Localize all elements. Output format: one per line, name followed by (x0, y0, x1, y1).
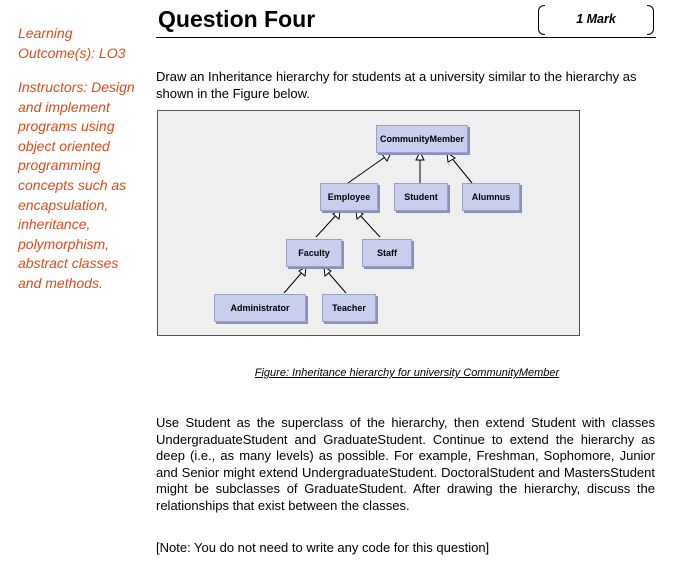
mark-badge (538, 5, 654, 35)
node-community-member: CommunityMember (376, 125, 468, 153)
question-title: Question Four (158, 6, 316, 32)
arrow-teacher-line (326, 270, 346, 293)
mark-label: 1 Mark (576, 12, 616, 26)
node-employee: Employee (320, 183, 378, 211)
right-brace-icon (647, 5, 654, 35)
arrow-lines (284, 155, 472, 293)
node-staff: Staff (362, 239, 412, 267)
figure-caption: Figure: Inheritance hierarchy for university CommunityMember (254, 367, 560, 379)
learning-outcome: Learning Outcome(s): LO3 (18, 25, 126, 61)
node-alumnus: Alumnus (462, 183, 520, 211)
node-teacher: Teacher (322, 294, 376, 322)
arrow-alumnus-line (450, 156, 472, 183)
question-note: [Note: You do not need to write any code for this question] (156, 540, 490, 555)
node-student: Student (394, 183, 448, 211)
instructors-note: Instructors: Design and implement programs using object oriented programming concepts such as encapsulation, inheritance, polymorphism, abstract classes and methods. (18, 79, 135, 291)
title-rule (156, 37, 656, 38)
arrow-employee-line (348, 155, 388, 183)
arrowhead-icon (416, 152, 424, 160)
arrowhead-icon (382, 153, 391, 161)
node-administrator: Administrator (214, 294, 306, 322)
node-faculty: Faculty (286, 239, 342, 267)
arrow-administrator-line (284, 270, 304, 293)
arrow-staff-line (358, 213, 380, 237)
question-intro: Draw an Inheritance hierarchy for students at a university similar to the hierarchy as shown in the Figure below. (156, 69, 637, 101)
question-body: Use Student as the superclass of the hierarchy, then extend Student with classes UndergraduateStudent and GraduateStudent. Continue to extend the hierarchy as deep (i.e., as many levels) as possible. For example, Freshman, Sophomore, Junior and Senior might extend UndergraduateStudent. DoctoralStudent and MastersStudent might be subclasses of GraduateStudent. After drawing the hierarchy, discuss the relationships that exist between the classes. (156, 415, 655, 513)
arrow-faculty-line (316, 213, 338, 237)
inheritance-figure (157, 110, 580, 336)
